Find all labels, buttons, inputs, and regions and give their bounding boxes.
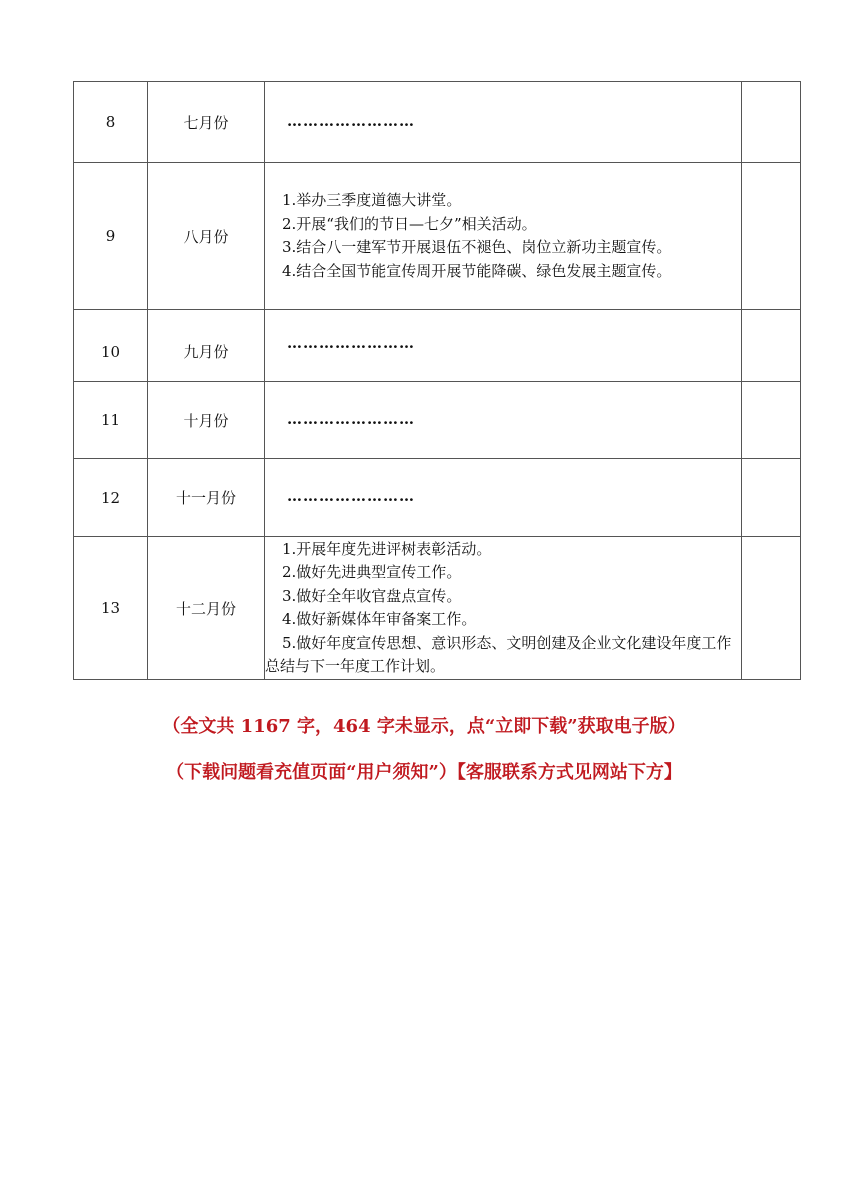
month-cell: 七月份 — [148, 82, 265, 163]
download-notice: （全文共 1167 字，464 字未显示，点“立即下载”获取电子版） — [162, 716, 686, 737]
list-item: 1.开展年度先进评树表彰活动。 — [282, 539, 492, 558]
month-cell: 十月份 — [148, 382, 265, 459]
list-item: 4.做好新媒体年审备案工作。 — [282, 610, 477, 628]
table-row — [74, 459, 801, 537]
remarks-cell — [742, 163, 801, 310]
table-row — [74, 382, 801, 459]
table-row — [74, 163, 801, 310]
remarks-cell — [742, 82, 801, 163]
list-item: 3.结合八一建军节开展退伍不褪色、岗位立新功主题宣传。 — [282, 238, 672, 256]
content-cell — [265, 163, 742, 310]
content-cell — [265, 382, 742, 459]
support-notice: （下载问题看充值页面“用户须知”）【客服联系方式见网站下方】 — [166, 762, 682, 783]
row-number: 13 — [74, 537, 148, 680]
list-item: 2.做好先进典型宣传工作。 — [282, 563, 462, 581]
row-number: 11 — [74, 382, 148, 459]
ellipsis-placeholder: …………………… — [287, 334, 415, 352]
table-row — [74, 310, 801, 382]
month-cell: 十一月份 — [148, 459, 265, 537]
content-cell — [265, 459, 742, 537]
list-item: 3.做好全年收官盘点宣传。 — [282, 586, 462, 605]
table-row — [74, 82, 801, 163]
row-number: 12 — [74, 459, 148, 537]
work-plan-table — [73, 81, 801, 680]
list-item: 2.开展“我们的节日—七夕”相关活动。 — [282, 214, 537, 233]
ellipsis-placeholder: …………………… — [287, 410, 415, 428]
content-cell — [265, 537, 742, 680]
list-item: 5.做好年度宣传思想、意识形态、文明创建及企业文化建设年度工作总结与下一年度工作计划。 — [265, 633, 732, 675]
remarks-cell — [742, 537, 801, 680]
ellipsis-placeholder: …………………… — [287, 487, 415, 505]
month-cell: 八月份 — [148, 163, 265, 310]
row-number: 10 — [74, 310, 148, 382]
table-row — [74, 537, 801, 680]
list-item: 1.举办三季度道德大讲堂。 — [282, 191, 462, 209]
remarks-cell — [742, 459, 801, 537]
row-number: 8 — [74, 82, 148, 163]
list-item: 4.结合全国节能宣传周开展节能降碳、绿色发展主题宣传。 — [282, 261, 672, 280]
month-cell: 十二月份 — [148, 537, 265, 680]
row-number: 9 — [74, 163, 148, 310]
month-cell: 九月份 — [148, 310, 265, 382]
content-cell — [265, 310, 742, 382]
remarks-cell — [742, 310, 801, 382]
ellipsis-placeholder: …………………… — [287, 112, 415, 130]
content-cell — [265, 82, 742, 163]
remarks-cell — [742, 382, 801, 459]
